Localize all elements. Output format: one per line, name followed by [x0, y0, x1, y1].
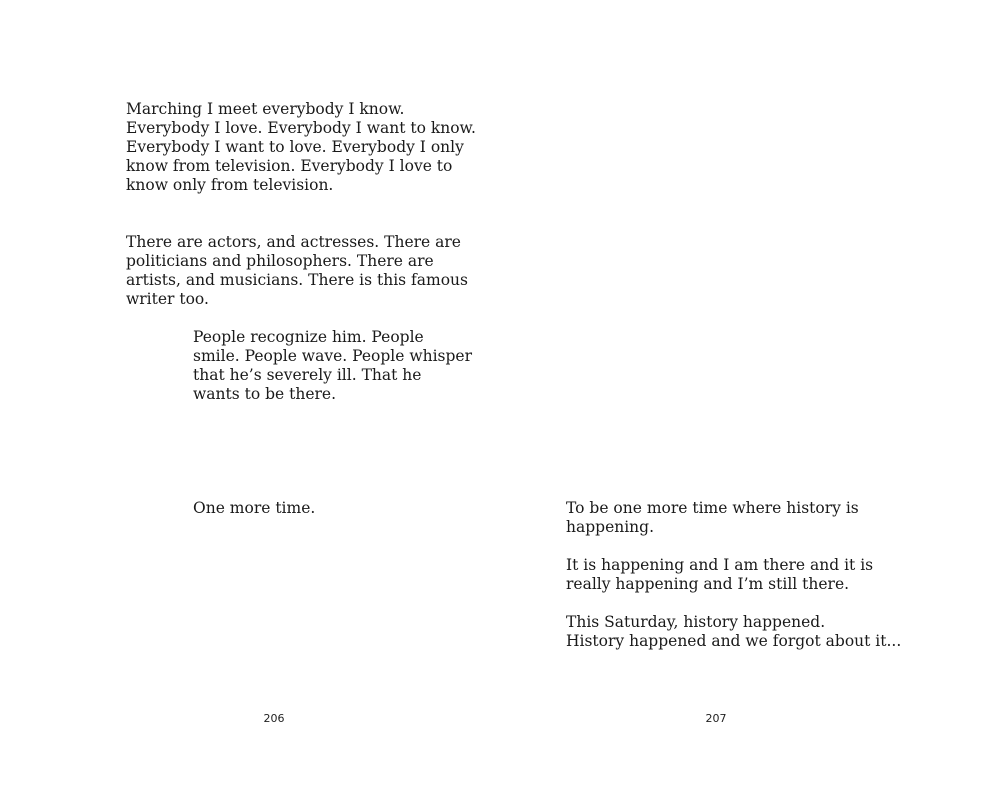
paragraph-still-there: It is happening and I am there and it is really happening and I’m still there.: [566, 556, 874, 593]
page-number-right: 207: [705, 712, 727, 725]
paragraph-saturday: This Saturday, history happened. History happened and we forgot about it...: [566, 613, 902, 650]
paragraph-people-recognize: People recognize him. People smile. People wave. People whisper that he’s severely ill. That he wants to be there.: [193, 328, 472, 403]
paragraph-actors: There are actors, and actresses. There are politicians and philosophers. There are artists, and musicians. There is this famous writer too.: [126, 233, 468, 308]
paragraph-one-more-time: One more time.: [193, 499, 316, 517]
left-page: [0, 0, 494, 800]
right-page: [494, 0, 989, 800]
page-number-left: 206: [263, 712, 285, 725]
paragraph-marching: Marching I meet everybody I know. Everybody I love. Everybody I want to know. Everybody I want to love. Everybody I only know from television. Everybody I love to know only from television.: [126, 100, 476, 194]
paragraph-history-happening: To be one more time where history is happening.: [566, 499, 859, 536]
